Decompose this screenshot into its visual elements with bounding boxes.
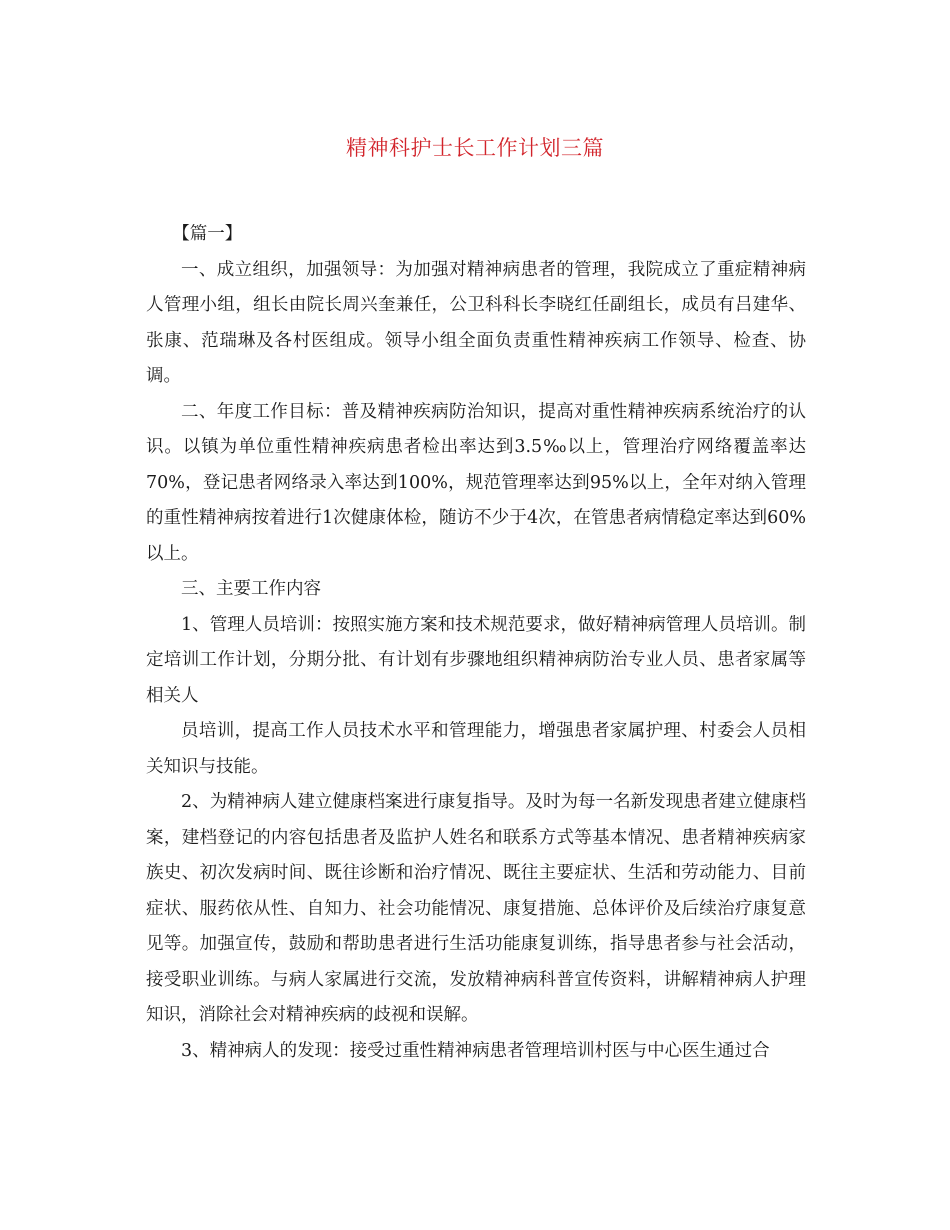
document-body [146,217,806,1069]
paragraph-main-work-heading: 三、主要工作内容 [181,579,321,599]
paragraph-staff-training-cont: 员培训，提高工作人员技术水平和管理能力，增强患者家属护理、村委会人员相关知识与技能。 [146,721,806,777]
paragraph-health-records: 2、为精神病人建立健康档案进行康复指导。及时为每一名新发现患者建立健康档案，建档登记的内容包括患者及监护人姓名和联系方式等基本情况、患者精神疾病家族史、初次发病时间、既往诊断和治疗情况、既往主要症状、生活和劳动能力、目前症状、服药依从性、自知力、社会功能情况、康复措施、总体评价及后续治疗康复意见等。加强宣传，鼓励和帮助患者进行生活功能康复训练，指导患者参与社会活动，接受职业训练。与病人家属进行交流，发放精神病科普宣传资料，讲解精神病人护理知识，消除社会对精神疾病的歧视和误解。 [146,792,806,1025]
paragraph-staff-training: 1、管理人员培训：按照实施方案和技术规范要求，做好精神病管理人员培训。制定培训工作计划，分期分批、有计划有步骤地组织精神病防治专业人员、患者家属等相关人 [146,614,806,706]
paragraph-annual-goals: 二、年度工作目标：普及精神疾病防治知识，提高对重性精神疾病系统治疗的认识。以镇为单位重性精神疾病患者检出率达到3.5‰以上，管理治疗网络覆盖率达70%，登记患者网络录入率达到100%，规范管理率达到95%以上，全年对纳入管理的重性精神病按着进行1次健康体检，随访不少于4次，在管患者病情稳定率达到60%以上。 [146,401,806,564]
document-title: 精神科护士长工作计划三篇 [346,136,604,160]
paragraph-patient-discovery: 3、精神病人的发现：接受过重性精神病患者管理培训村医与中心医生通过合 [181,1040,770,1061]
section-label: 【篇一】 [172,224,243,244]
paragraph-organization: 一、成立组织，加强领导：为加强对精神病患者的管理，我院成立了重症精神病人管理小组，组长由院长周兴奎兼任，公卫科科长李晓红任副组长，成员有吕建华、张康、范瑞琳及各村医组成。领导小组全面负责重性精神疾病工作领导、检查、协调。 [146,259,806,386]
